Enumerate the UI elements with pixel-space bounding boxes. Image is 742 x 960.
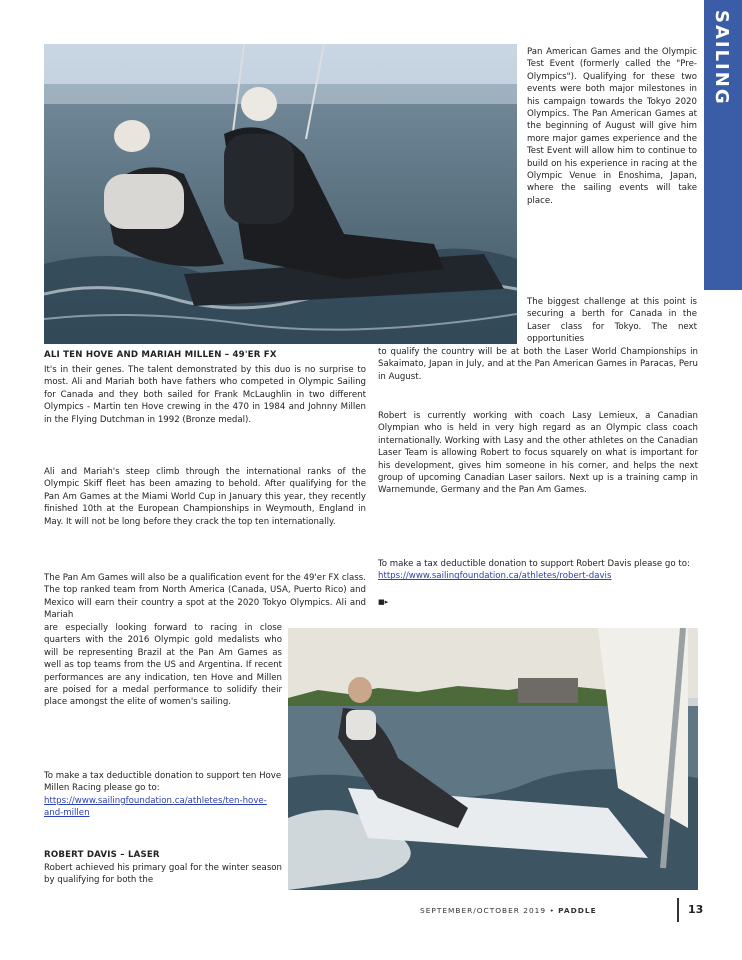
ten-hove-millen-donation-link[interactable]: https://www.sailingfoundation.ca/athletes/ten-hove-and-millen [44, 795, 267, 819]
heading-robert-davis: ROBERT DAVIS – LASER [44, 850, 160, 860]
robert-davis-paragraph-3: Robert is currently working with coach Lasy Lemieux, a Canadian Olympian who is held in very high regard as an Olympic class coach internationally. Working with Lasy and the other athletes on the Canadian Laser Team is allowing Robert to focus squarely on what is important for his development, gives him someone in his corner, and helps the next group of upcoming Canadian Laser sailors. Next up is a training camp in Warnemunde, Germany and the Pan Am Games. [378, 411, 698, 496]
section-tab-label: SAILING [711, 10, 732, 106]
ten-hove-millen-paragraph-2: Ali and Mariah's steep climb through the international ranks of the Olympic Skiff fleet has been amazing to behold. After qualifying for the Pan Am Games at the Miami World Cup in January this year, they recently finished 10th at the European Championships in Weymouth, England in May. It will not be long before they crack the top ten internationally. [44, 467, 366, 527]
robert-davis-paragraph-2a: The biggest challenge at this point is securing a berth for Canada in the Laser class for Tokyo. The next opportunities [527, 297, 697, 345]
robert-davis-donation-link[interactable]: https://www.sailingfoundation.ca/athletes/robert-davis [378, 571, 612, 582]
footer-issue: SEPTEMBER/OCTOBER 2019 [420, 906, 547, 915]
ten-hove-millen-donation [44, 770, 282, 820]
ten-hove-millen-paragraph-3a: The Pan Am Games will also be a qualification event for the 49'er FX class. The top ranked team from North America (Canada, USA, Puerto Rico) and Mexico will earn their country a spot at the 2020 Tokyo Olympics. Ali and Mariah [44, 573, 366, 621]
footer-magazine: PADDLE [558, 906, 597, 915]
article-end-mark: ■▸ [378, 598, 389, 606]
robert-davis-donation [378, 558, 698, 583]
section-tab [704, 0, 742, 290]
ten-hove-millen-donation-text: To make a tax deductible donation to support ten Hove Millen Racing please go to: [44, 771, 282, 794]
page-number: 13 [688, 903, 704, 916]
photo-49er-fx-skiff [44, 44, 517, 344]
laser-illustration [288, 628, 698, 890]
robert-davis-donation-text: To make a tax deductible donation to support Robert Davis please go to: [378, 559, 690, 569]
ten-hove-millen-paragraph-1: It's in their genes. The talent demonstrated by this duo is no surprise to most. Ali and Mariah both have fathers who competed in Olympic Sailing for Canada and they both sailed for Frank McLaughlin in two different Olympics - Martin ten Hove crewing in the 470 in 1984 and Johnny Millen in the Flying Dutchman in 1992 (Bronze medal). [44, 365, 366, 425]
ten-hove-millen-paragraph-3b: are especially looking forward to racing in close quarters with the 2016 Olympic gold medalists who will be representing Brazil at the Pan Am Games as well as top teams from the US and Argentina. If recent performances are any indication, ten Hove and Millen are poised for a medal performance to solidify their place amongst the elite of women's sailing. [44, 623, 282, 708]
heading-ten-hove-millen: ALI TEN HOVE AND MARIAH MILLEN – 49'ER FX [44, 350, 277, 360]
robert-davis-paragraph-2b: to qualify the country will be at both the Laser World Championships in Sakaimato, Japan in July, and at the Pan American Games in Paracas, Peru in August. [378, 347, 698, 382]
photo-laser-sailor [288, 628, 698, 890]
footer-separator: • [549, 906, 555, 915]
robert-davis-intro: Robert achieved his primary goal for the winter season by qualifying for both the [44, 863, 282, 886]
robert-davis-paragraph-1: Pan American Games and the Olympic Test Event (formerly called the "Pre-Olympics"). Qualifying for these two events were both major milestones in his campaign towards the Tokyo 2020 Olympics. The Pan American Games at the beginning of August will give him more major games experience and the Test Event will allow him to continue to build on his experience in racing at the Olympic Venue in Enoshima, Japan, where the sailing events will take place. [527, 47, 697, 206]
footer-divider [677, 898, 679, 922]
skiff-illustration [44, 44, 517, 344]
page-footer [420, 906, 597, 915]
